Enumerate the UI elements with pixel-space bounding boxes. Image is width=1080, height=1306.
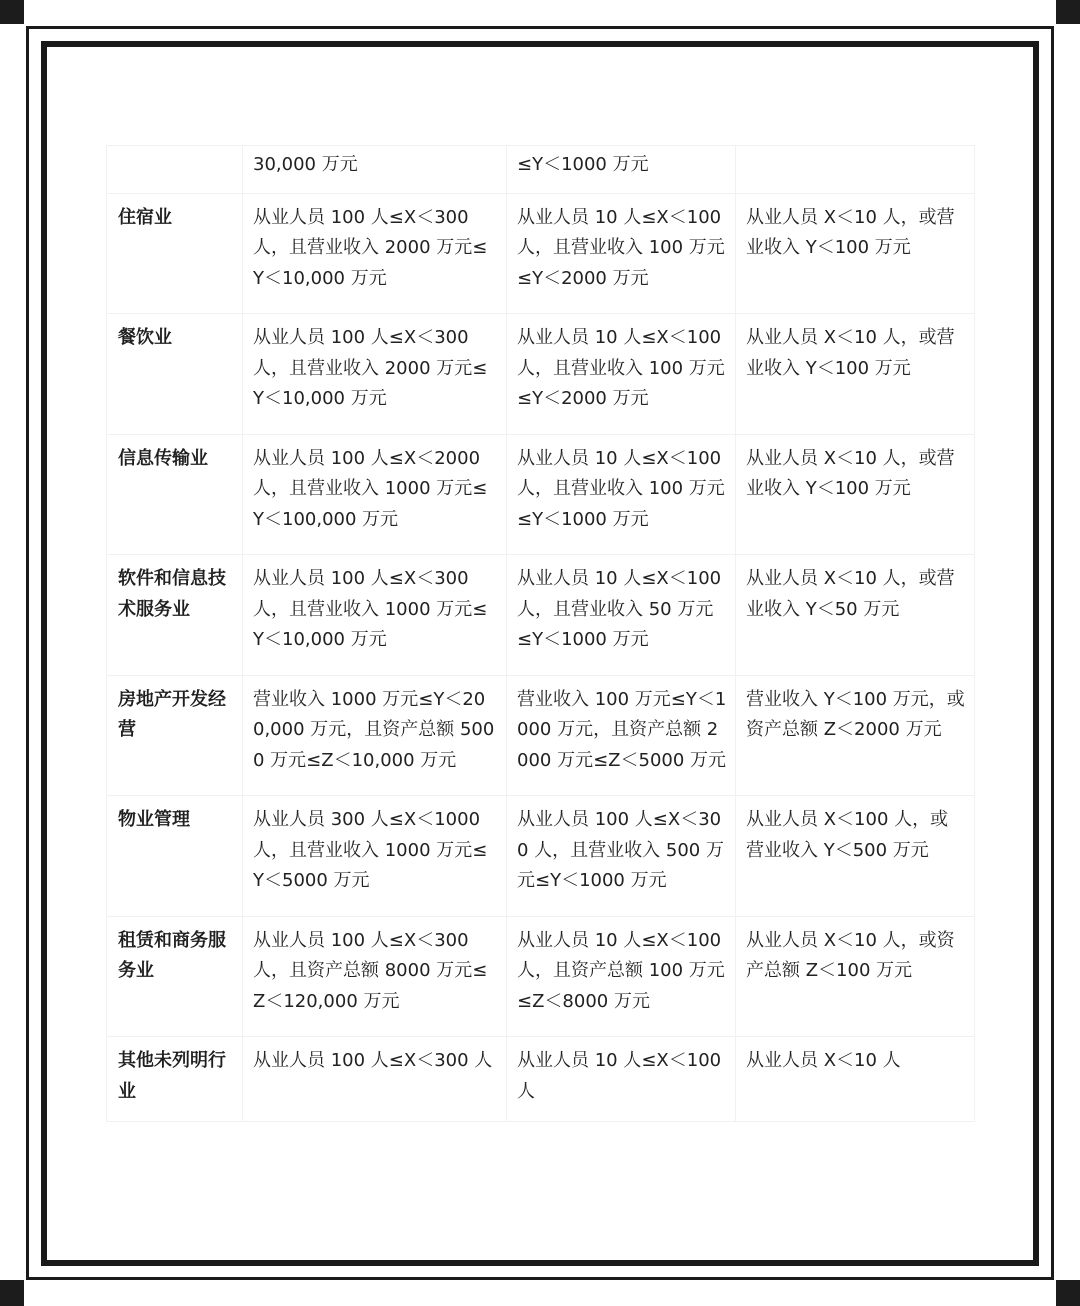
medium-criteria-cell: 从业人员 100 人≤X＜300 人，且资产总额 8000 万元≤Z＜120,000 万元 xyxy=(243,916,507,1037)
small-criteria-cell: 从业人员 10 人≤X＜100 人，且营业收入 100 万元≤Y＜2000 万元 xyxy=(507,193,736,314)
micro-criteria-cell: 从业人员 X＜10 人，或营业收入 Y＜100 万元 xyxy=(736,193,975,314)
table-row xyxy=(107,146,975,194)
industry-cell xyxy=(107,146,243,194)
medium-criteria-cell: 从业人员 100 人≤X＜300 人，且营业收入 1000 万元≤Y＜10,000 万元 xyxy=(243,555,507,676)
medium-criteria-cell: 从业人员 100 人≤X＜2000 人，且营业收入 1000 万元≤Y＜100,000 万元 xyxy=(243,434,507,555)
small-criteria-cell: 从业人员 10 人≤X＜100 人，且营业收入 100 万元≤Y＜2000 万元 xyxy=(507,314,736,435)
medium-criteria-cell: 从业人员 300 人≤X＜1000 人，且营业收入 1000 万元≤Y＜5000 万元 xyxy=(243,796,507,917)
medium-criteria-cell: 从业人员 100 人≤X＜300 人 xyxy=(243,1037,507,1122)
micro-criteria-cell: 从业人员 X＜10 人 xyxy=(736,1037,975,1122)
micro-criteria-cell xyxy=(736,146,975,194)
corner-top-left xyxy=(0,0,24,24)
corner-bottom-left xyxy=(0,1280,24,1306)
industry-cell: 软件和信息技术服务业 xyxy=(107,555,243,676)
table-row xyxy=(107,193,975,314)
micro-criteria-cell: 从业人员 X＜10 人，或营业收入 Y＜50 万元 xyxy=(736,555,975,676)
micro-criteria-cell: 营业收入 Y＜100 万元，或资产总额 Z＜2000 万元 xyxy=(736,675,975,796)
table-row xyxy=(107,434,975,555)
micro-criteria-cell: 从业人员 X＜10 人，或资产总额 Z＜100 万元 xyxy=(736,916,975,1037)
enterprise-size-table xyxy=(106,145,975,1122)
industry-cell: 信息传输业 xyxy=(107,434,243,555)
industry-cell: 餐饮业 xyxy=(107,314,243,435)
industry-cell: 住宿业 xyxy=(107,193,243,314)
small-criteria-cell: 从业人员 10 人≤X＜100 人，且营业收入 100 万元≤Y＜1000 万元 xyxy=(507,434,736,555)
table-row xyxy=(107,916,975,1037)
small-criteria-cell: 从业人员 100 人≤X＜300 人，且营业收入 500 万元≤Y＜1000 万元 xyxy=(507,796,736,917)
corner-bottom-right xyxy=(1056,1280,1080,1306)
table-row xyxy=(107,675,975,796)
medium-criteria-cell: 营业收入 1000 万元≤Y＜200,000 万元，且资产总额 5000 万元≤Z＜10,000 万元 xyxy=(243,675,507,796)
medium-criteria-cell: 30,000 万元 xyxy=(243,146,507,194)
table-row xyxy=(107,555,975,676)
industry-cell: 租赁和商务服务业 xyxy=(107,916,243,1037)
industry-cell: 房地产开发经营 xyxy=(107,675,243,796)
industry-cell: 其他未列明行业 xyxy=(107,1037,243,1122)
table-row xyxy=(107,314,975,435)
table-row xyxy=(107,796,975,917)
micro-criteria-cell: 从业人员 X＜100 人，或营业收入 Y＜500 万元 xyxy=(736,796,975,917)
micro-criteria-cell: 从业人员 X＜10 人，或营业收入 Y＜100 万元 xyxy=(736,434,975,555)
small-criteria-cell: 从业人员 10 人≤X＜100 人，且资产总额 100 万元≤Z＜8000 万元 xyxy=(507,916,736,1037)
industry-cell: 物业管理 xyxy=(107,796,243,917)
small-criteria-cell: 营业收入 100 万元≤Y＜1000 万元，且资产总额 2000 万元≤Z＜5000 万元 xyxy=(507,675,736,796)
table-row xyxy=(107,1037,975,1122)
small-criteria-cell: ≤Y＜1000 万元 xyxy=(507,146,736,194)
corner-top-right xyxy=(1056,0,1080,24)
medium-criteria-cell: 从业人员 100 人≤X＜300 人，且营业收入 2000 万元≤Y＜10,000 万元 xyxy=(243,193,507,314)
small-criteria-cell: 从业人员 10 人≤X＜100 人 xyxy=(507,1037,736,1122)
micro-criteria-cell: 从业人员 X＜10 人，或营业收入 Y＜100 万元 xyxy=(736,314,975,435)
medium-criteria-cell: 从业人员 100 人≤X＜300 人，且营业收入 2000 万元≤Y＜10,000 万元 xyxy=(243,314,507,435)
small-criteria-cell: 从业人员 10 人≤X＜100 人，且营业收入 50 万元≤Y＜1000 万元 xyxy=(507,555,736,676)
